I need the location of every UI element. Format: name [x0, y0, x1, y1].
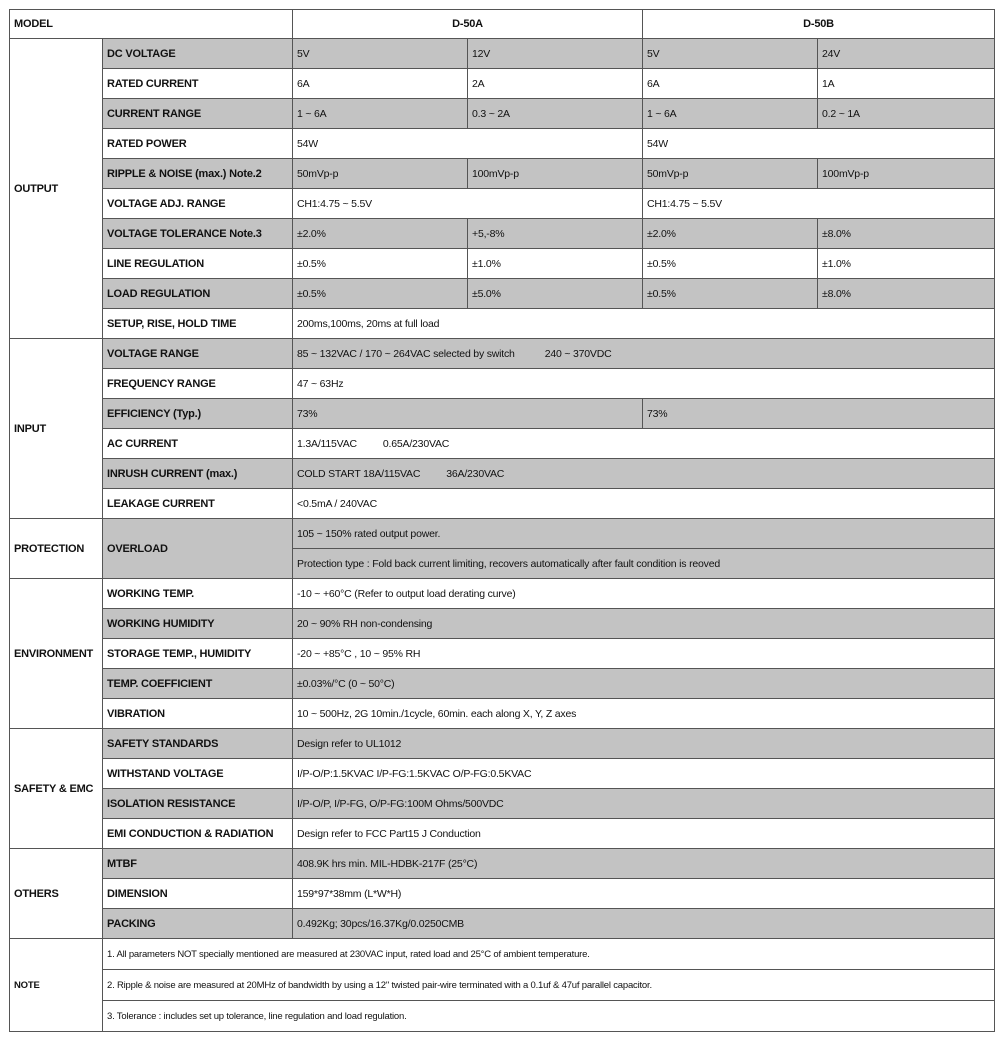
row-label: MTBF: [103, 849, 293, 879]
cell-value: 6A: [293, 69, 468, 99]
cell-value: 50mVp-p: [643, 159, 818, 189]
cell-value: ±1.0%: [468, 249, 643, 279]
cell-value: 1A: [818, 69, 995, 99]
cell-value: 20 ~ 90% RH non-condensing: [293, 609, 995, 639]
cell-value: 6A: [643, 69, 818, 99]
row-label: WORKING HUMIDITY: [103, 609, 293, 639]
cell-value: 54W: [293, 129, 643, 159]
cell-value: 73%: [293, 399, 643, 429]
cell-value: 100mVp-p: [468, 159, 643, 189]
table-row: [10, 609, 995, 639]
row-label: CURRENT RANGE: [103, 99, 293, 129]
group-environment: ENVIRONMENT: [10, 579, 103, 729]
row-label: EMI CONDUCTION & RADIATION: [103, 819, 293, 849]
cell-value: ±0.5%: [643, 249, 818, 279]
cell-value: ±2.0%: [643, 219, 818, 249]
cell-value: ±8.0%: [818, 279, 995, 309]
row-label: LOAD REGULATION: [103, 279, 293, 309]
group-note: NOTE: [10, 939, 103, 1032]
inrush-115: COLD START 18A/115VAC: [297, 467, 421, 480]
ac-current-115: 1.3A/115VAC: [297, 437, 357, 450]
table-row: [10, 309, 995, 339]
cell-value: CH1:4.75 ~ 5.5V: [643, 189, 995, 219]
cell-value: 50mVp-p: [293, 159, 468, 189]
row-label: TEMP. COEFFICIENT: [103, 669, 293, 699]
table-row: [10, 129, 995, 159]
cell-value: ±2.0%: [293, 219, 468, 249]
cell-value: 0.492Kg; 30pcs/16.37Kg/0.0250CMB: [293, 909, 995, 939]
table-row: [10, 699, 995, 729]
cell-value: 1 ~ 6A: [293, 99, 468, 129]
table-row: [10, 99, 995, 129]
cell-value: 1 ~ 6A: [643, 99, 818, 129]
row-label: RIPPLE & NOISE (max.) Note.2: [103, 159, 293, 189]
cell-value: 100mVp-p: [818, 159, 995, 189]
table-row: [10, 279, 995, 309]
cell-value: 47 ~ 63Hz: [293, 369, 995, 399]
cell-value: -20 ~ +85°C , 10 ~ 95% RH: [293, 639, 995, 669]
table-row: [10, 189, 995, 219]
row-label: VIBRATION: [103, 699, 293, 729]
row-label: EFFICIENCY (Typ.): [103, 399, 293, 429]
cell-value: [293, 339, 995, 369]
table-row: [10, 1001, 995, 1032]
group-safety-emc: SAFETY & EMC: [10, 729, 103, 849]
cell-value: [293, 429, 995, 459]
voltage-range-dc: 240 ~ 370VDC: [544, 347, 612, 360]
spec-table: [9, 9, 995, 1032]
table-row: [10, 669, 995, 699]
note-1: 1. All parameters NOT specially mentioned are measured at 230VAC input, rated load and 25°C of ambient temperature.: [103, 939, 995, 970]
cell-value: ±5.0%: [468, 279, 643, 309]
cell-value: Protection type : Fold back current limiting, recovers automatically after fault condition is reoved: [293, 549, 995, 579]
table-row: [10, 639, 995, 669]
cell-value: 10 ~ 500Hz, 2G 10min./1cycle, 60min. each along X, Y, Z axes: [293, 699, 995, 729]
row-label: OVERLOAD: [103, 519, 293, 579]
cell-value: I/P-O/P, I/P-FG, O/P-FG:100M Ohms/500VDC: [293, 789, 995, 819]
cell-value: Design refer to FCC Part15 J Conduction: [293, 819, 995, 849]
table-row: [10, 879, 995, 909]
group-protection: PROTECTION: [10, 519, 103, 579]
table-row: [10, 970, 995, 1001]
cell-value: ±0.5%: [643, 279, 818, 309]
cell-value: 5V: [293, 39, 468, 69]
table-row: [10, 249, 995, 279]
row-label: RATED POWER: [103, 129, 293, 159]
row-label: DIMENSION: [103, 879, 293, 909]
row-label: RATED CURRENT: [103, 69, 293, 99]
table-row: [10, 369, 995, 399]
row-label: VOLTAGE RANGE: [103, 339, 293, 369]
table-row: [10, 939, 995, 970]
row-label: DC VOLTAGE: [103, 39, 293, 69]
header-row: [10, 10, 995, 39]
model-a-header: D-50A: [293, 10, 643, 39]
cell-value: 0.3 ~ 2A: [468, 99, 643, 129]
table-row: [10, 219, 995, 249]
cell-value: 5V: [643, 39, 818, 69]
cell-value: ±0.5%: [293, 249, 468, 279]
table-row: [10, 849, 995, 879]
row-label: PACKING: [103, 909, 293, 939]
cell-value: CH1:4.75 ~ 5.5V: [293, 189, 643, 219]
cell-value: 73%: [643, 399, 995, 429]
table-row: [10, 159, 995, 189]
cell-value: ±0.5%: [293, 279, 468, 309]
table-row: [10, 909, 995, 939]
cell-value: +5,-8%: [468, 219, 643, 249]
table-row: [10, 519, 995, 549]
table-row: [10, 339, 995, 369]
cell-value: <0.5mA / 240VAC: [293, 489, 995, 519]
row-label: SAFETY STANDARDS: [103, 729, 293, 759]
row-label: LINE REGULATION: [103, 249, 293, 279]
table-row: [10, 729, 995, 759]
table-row: [10, 399, 995, 429]
table-row: [10, 69, 995, 99]
ac-current-230: 0.65A/230VAC: [382, 437, 450, 450]
table-row: [10, 489, 995, 519]
row-label: LEAKAGE CURRENT: [103, 489, 293, 519]
note-2: 2. Ripple & noise are measured at 20MHz of bandwidth by using a 12" twisted pair-wire terminated with a 0.1uf & 47uf parallel capacitor.: [103, 970, 995, 1001]
row-label: INRUSH CURRENT (max.): [103, 459, 293, 489]
table-row: [10, 39, 995, 69]
table-row: [10, 789, 995, 819]
row-label: WORKING TEMP.: [103, 579, 293, 609]
row-label: SETUP, RISE, HOLD TIME: [103, 309, 293, 339]
cell-value: ±0.03%/°C (0 ~ 50°C): [293, 669, 995, 699]
cell-value: 408.9K hrs min. MIL-HDBK-217F (25°C): [293, 849, 995, 879]
cell-value: ±1.0%: [818, 249, 995, 279]
table-row: [10, 819, 995, 849]
cell-value: 105 ~ 150% rated output power.: [293, 519, 995, 549]
row-label: VOLTAGE TOLERANCE Note.3: [103, 219, 293, 249]
cell-value: -10 ~ +60°C (Refer to output load derating curve): [293, 579, 995, 609]
cell-value: 200ms,100ms, 20ms at full load: [293, 309, 995, 339]
model-b-header: D-50B: [643, 10, 995, 39]
cell-value: 0.2 ~ 1A: [818, 99, 995, 129]
group-output: OUTPUT: [10, 39, 103, 339]
cell-value: 24V: [818, 39, 995, 69]
cell-value: [293, 459, 995, 489]
cell-value: 12V: [468, 39, 643, 69]
model-label: MODEL: [10, 10, 293, 39]
group-others: OTHERS: [10, 849, 103, 939]
cell-value: I/P-O/P:1.5KVAC I/P-FG:1.5KVAC O/P-FG:0.5KVAC: [293, 759, 995, 789]
row-label: STORAGE TEMP., HUMIDITY: [103, 639, 293, 669]
group-input: INPUT: [10, 339, 103, 519]
inrush-230: 36A/230VAC: [446, 467, 505, 480]
table-row: [10, 759, 995, 789]
voltage-range-ac: 85 ~ 132VAC / 170 ~ 264VAC selected by switch: [297, 347, 515, 360]
table-row: [10, 579, 995, 609]
row-label: VOLTAGE ADJ. RANGE: [103, 189, 293, 219]
row-label: FREQUENCY RANGE: [103, 369, 293, 399]
cell-value: 54W: [643, 129, 995, 159]
cell-value: 159*97*38mm (L*W*H): [293, 879, 995, 909]
cell-value: ±8.0%: [818, 219, 995, 249]
row-label: ISOLATION RESISTANCE: [103, 789, 293, 819]
row-label: AC CURRENT: [103, 429, 293, 459]
table-row: [10, 459, 995, 489]
cell-value: 2A: [468, 69, 643, 99]
note-3: 3. Tolerance : includes set up tolerance, line regulation and load regulation.: [103, 1001, 995, 1032]
row-label: WITHSTAND VOLTAGE: [103, 759, 293, 789]
cell-value: Design refer to UL1012: [293, 729, 995, 759]
table-row: [10, 429, 995, 459]
